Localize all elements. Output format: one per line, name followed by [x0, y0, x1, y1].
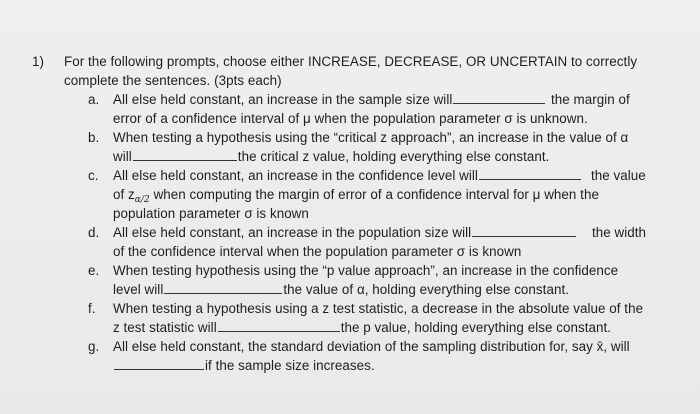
item-a-blank[interactable]: [453, 91, 545, 104]
question-header: [32, 52, 44, 71]
item-g-marker: g.: [88, 339, 100, 354]
item-e-text-2b: the value of α, holding everything else constant.: [283, 282, 569, 297]
item-b-text-2b: the critical z value, holding everything else constant.: [237, 149, 550, 164]
item-c-subscript: α/2: [134, 195, 150, 205]
question-intro-line-1: For the following prompts, choose either INCREASE, DECREASE, OR UNCERTAIN to correctly: [64, 54, 638, 69]
item-c-text-1b: the value: [591, 168, 646, 183]
item-c-line-2: [113, 185, 599, 204]
item-c-blank[interactable]: [479, 167, 581, 180]
item-d-text-1a: All else held constant, an increase in the population size will: [113, 225, 472, 240]
item-a-text-1a: All else held constant, an increase in the sample size will: [113, 92, 453, 107]
item-c-text-2a: of z: [113, 187, 135, 202]
question-intro-line-2: complete the sentences. (3pts each): [64, 73, 282, 88]
item-e-blank[interactable]: [164, 281, 282, 294]
item-c-text-1a: All else held constant, an increase in the confidence level will: [113, 168, 478, 183]
item-g-line-2: [113, 356, 375, 375]
item-f-text-2a: z test statistic will: [113, 320, 217, 335]
item-g-text-2: if the sample size increases.: [205, 358, 375, 373]
item-d-line-2: of the confidence interval when the population parameter σ is known: [113, 244, 522, 259]
item-c-marker: c.: [88, 168, 99, 183]
item-d-blank[interactable]: [472, 224, 576, 237]
item-d-line-1: [113, 223, 577, 242]
item-c-line-3: population parameter σ is known: [113, 206, 309, 221]
item-b-line-1: When testing a hypothesis using the “critical z approach”, an increase in the value of α: [113, 130, 629, 145]
item-d-marker: d.: [88, 225, 100, 240]
item-a-marker: a.: [88, 92, 100, 107]
item-c-text-2b: when computing the margin of error of a confidence interval for μ when the: [153, 187, 599, 202]
item-f-marker: f.: [88, 301, 96, 316]
item-b-blank[interactable]: [133, 148, 237, 161]
item-b-marker: b.: [88, 130, 100, 145]
item-a-text-1b: the margin of: [551, 92, 630, 107]
item-e-line-2: [113, 280, 569, 299]
item-b-text-2a: will: [113, 149, 132, 164]
item-b-line-2: [113, 147, 549, 166]
item-f-text-2b: the p value, holding everything else constant.: [340, 320, 612, 335]
item-g-blank[interactable]: [114, 357, 204, 370]
item-e-marker: e.: [88, 263, 100, 278]
item-e-text-2a: level will: [113, 282, 164, 297]
item-a-line-2: error of a confidence interval of μ when the population parameter σ is unknown.: [113, 111, 588, 126]
item-f-line-1: When testing a hypothesis using a z test statistic, a decrease in the absolute value of the: [113, 301, 644, 316]
question-number: 1): [32, 54, 45, 69]
item-d-text-1b: the width: [592, 225, 647, 240]
item-g-line-1: All else held constant, the standard deviation of the sampling distribution for, say x̄, will: [113, 339, 630, 354]
item-a-line-1: [113, 90, 546, 109]
item-e-line-1: When testing hypothesis using the “p value approach”, an increase in the confidence: [113, 263, 619, 278]
item-f-blank[interactable]: [218, 319, 340, 332]
item-f-line-2: [113, 318, 611, 337]
item-c-line-1: [113, 166, 582, 185]
